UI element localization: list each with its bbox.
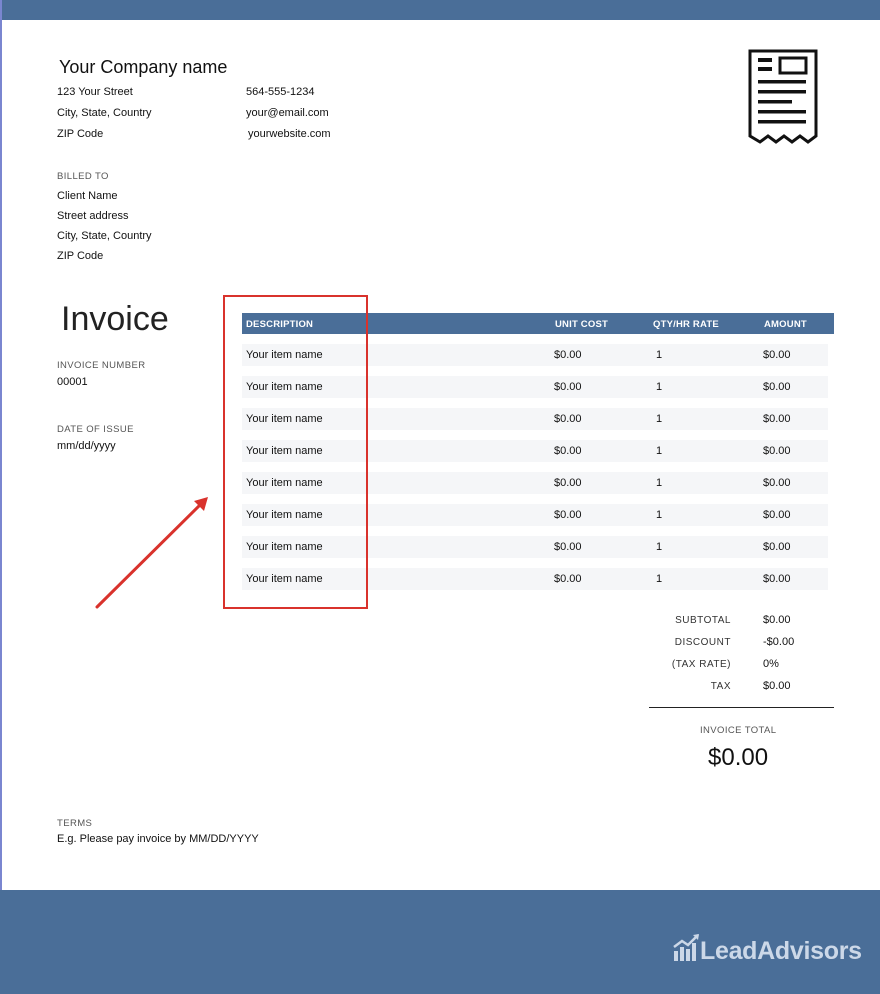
subtotal-label: SUBTOTAL <box>675 615 731 626</box>
row-unit-cost: $0.00 <box>554 541 582 553</box>
totals-divider <box>649 707 834 708</box>
company-phone: 564-555-1234 <box>246 86 315 98</box>
bar-chart-icon <box>672 933 700 963</box>
discount-label: DISCOUNT <box>674 637 731 648</box>
client-street: Street address <box>57 210 129 222</box>
row-unit-cost: $0.00 <box>554 381 582 393</box>
row-amount: $0.00 <box>763 541 791 553</box>
receipt-icon <box>747 48 819 146</box>
row-unit-cost: $0.00 <box>554 509 582 521</box>
top-band <box>0 0 880 20</box>
company-name: Your Company name <box>59 57 228 77</box>
row-qty: 1 <box>656 381 663 393</box>
header-qty-rate: QTY/HR RATE <box>653 319 719 330</box>
invoice-total-value: $0.00 <box>708 744 769 771</box>
row-qty: 1 <box>656 573 663 585</box>
tax-value: $0.00 <box>763 680 791 692</box>
row-qty: 1 <box>656 541 663 553</box>
row-amount: $0.00 <box>763 349 791 361</box>
brand-name: LeadAdvisors <box>700 937 862 965</box>
client-city: City, State, Country <box>57 230 152 242</box>
company-website: yourwebsite.com <box>248 128 331 140</box>
row-description: Your item name <box>246 541 323 553</box>
left-edge <box>0 0 2 994</box>
invoice-number-label: INVOICE NUMBER <box>57 360 146 371</box>
tax-rate-value: 0% <box>763 658 779 670</box>
row-description: Your item name <box>246 573 323 585</box>
row-unit-cost: $0.00 <box>554 573 582 585</box>
subtotal-value: $0.00 <box>763 614 791 626</box>
row-amount: $0.00 <box>763 381 791 393</box>
row-amount: $0.00 <box>763 477 791 489</box>
row-description: Your item name <box>246 509 323 521</box>
header-amount: AMOUNT <box>764 319 807 330</box>
billed-to-label: BILLED TO <box>57 171 109 182</box>
row-qty: 1 <box>656 413 663 425</box>
row-qty: 1 <box>656 477 663 489</box>
client-name: Client Name <box>57 190 118 202</box>
invoice-title: Invoice <box>61 300 169 338</box>
row-unit-cost: $0.00 <box>554 413 582 425</box>
date-of-issue-label: DATE OF ISSUE <box>57 424 134 435</box>
date-of-issue: mm/dd/yyyy <box>57 440 116 452</box>
row-amount: $0.00 <box>763 445 791 457</box>
company-zip: ZIP Code <box>57 128 104 140</box>
row-description: Your item name <box>246 445 323 457</box>
row-description: Your item name <box>246 413 323 425</box>
client-zip: ZIP Code <box>57 250 104 262</box>
highlight-box <box>223 295 368 609</box>
invoice-total-label: INVOICE TOTAL <box>700 725 777 736</box>
terms-label: TERMS <box>57 818 93 829</box>
row-amount: $0.00 <box>763 509 791 521</box>
row-unit-cost: $0.00 <box>554 445 582 457</box>
invoice-number: 00001 <box>57 376 88 388</box>
row-qty: 1 <box>656 349 663 361</box>
row-qty: 1 <box>656 509 663 521</box>
row-qty: 1 <box>656 445 663 457</box>
company-city: City, State, Country <box>57 107 152 119</box>
row-description: Your item name <box>246 381 323 393</box>
row-amount: $0.00 <box>763 573 791 585</box>
header-unit-cost: UNIT COST <box>555 319 608 330</box>
terms-text: E.g. Please pay invoice by MM/DD/YYYY <box>57 833 259 845</box>
discount-value: -$0.00 <box>763 636 795 648</box>
row-unit-cost: $0.00 <box>554 477 582 489</box>
tax-rate-label: (TAX RATE) <box>671 659 731 670</box>
company-email: your@email.com <box>246 107 329 119</box>
header-description: DESCRIPTION <box>246 319 314 330</box>
row-description: Your item name <box>246 477 323 489</box>
row-unit-cost: $0.00 <box>554 349 582 361</box>
company-street: 123 Your Street <box>57 86 133 98</box>
tax-label: TAX <box>710 681 731 692</box>
row-description: Your item name <box>246 349 323 361</box>
row-amount: $0.00 <box>763 413 791 425</box>
